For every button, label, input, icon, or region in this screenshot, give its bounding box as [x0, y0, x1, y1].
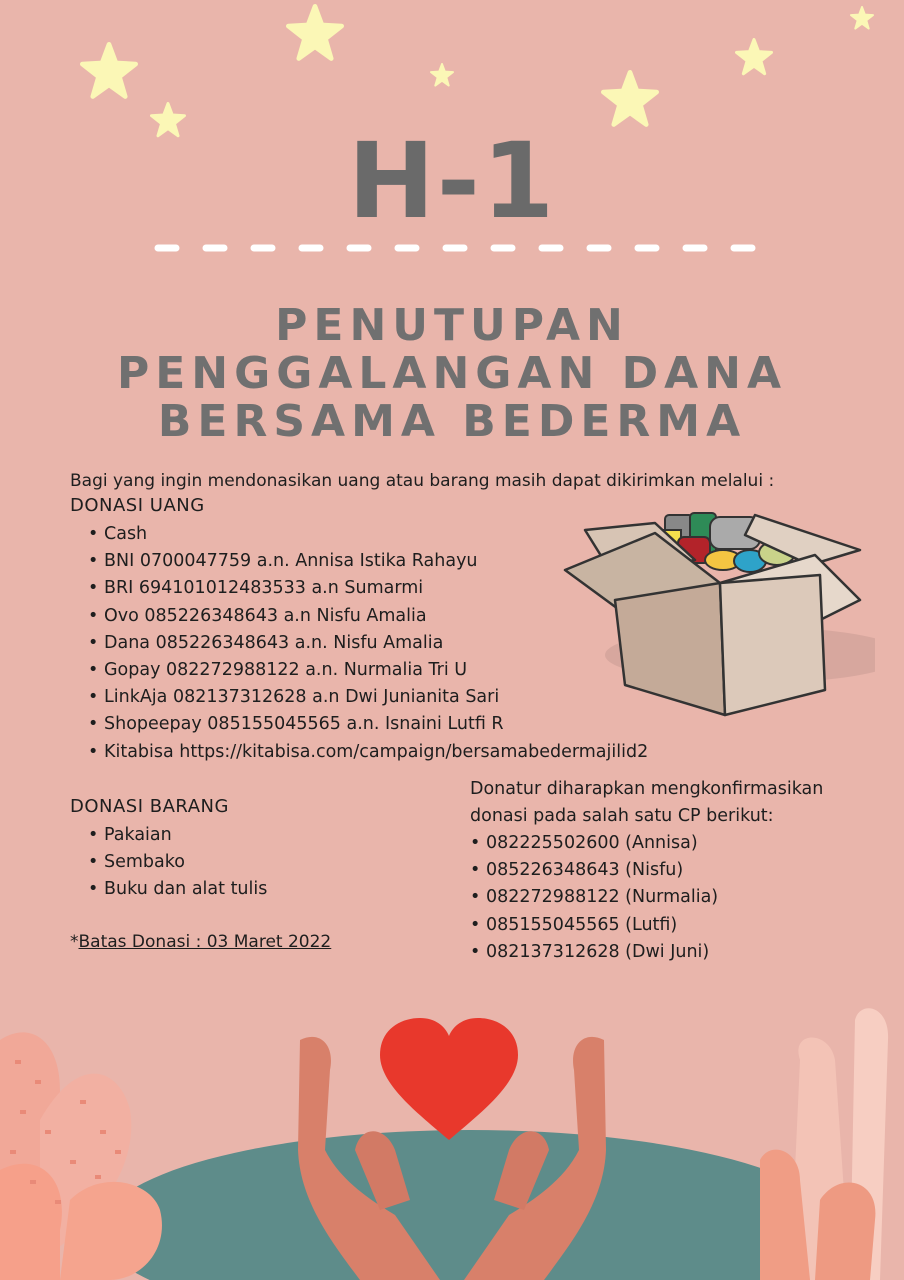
- list-item: • 085155045565 (Lutfi): [470, 914, 678, 935]
- list-item: • Kitabisa https://kitabisa.com/campaign/bersamabedermajilid2: [88, 741, 649, 762]
- donation-box-illustration: [545, 505, 875, 720]
- star-icon: [80, 42, 138, 100]
- list-item: • Gopay 082272988122 a.n. Nurmalia Tri U: [88, 660, 468, 681]
- list-item: • 082137312628 (Dwi Juni): [470, 941, 710, 962]
- star-icon: [286, 2, 344, 64]
- heart-icon: [380, 1018, 518, 1140]
- list-item: • Shopeepay 085155045565 a.n. Isnaini Lutfi R: [88, 714, 504, 735]
- list-item: • Cash: [88, 524, 148, 544]
- deadline-note: *Batas Donasi : 03 Maret 2022: [70, 932, 332, 952]
- intro-text: Bagi yang ingin mendonasikan uang atau barang masih dapat dikirimkan melalui :: [70, 471, 775, 491]
- star-icon: [735, 38, 773, 76]
- confirm-text-line-2: donasi pada salah satu CP berikut:: [470, 806, 774, 826]
- headline-line-1: PENUTUPAN: [275, 300, 629, 351]
- bottom-illustration: [0, 1000, 904, 1280]
- headline-line-3: BERSAMA BEDERMA: [157, 396, 747, 447]
- list-item: • Sembako: [88, 852, 185, 873]
- list-item: • LinkAja 082137312628 a.n Dwi Junianita Sari: [88, 687, 500, 708]
- list-item: • BNI 0700047759 a.n. Annisa Istika Rahayu: [88, 551, 478, 572]
- goods-donation-heading: DONASI BARANG: [70, 796, 229, 817]
- list-item: • Pakaian: [88, 825, 172, 845]
- list-item: • Dana 085226348643 a.n. Nisfu Amalia: [88, 632, 444, 653]
- dashed-divider: [150, 240, 770, 256]
- star-icon: [850, 6, 874, 30]
- confirm-text-line-1: Donatur diharapkan mengkonfirmasikan: [470, 779, 824, 799]
- plant-decoration: [760, 1008, 888, 1280]
- list-item: • 082225502600 (Annisa): [470, 833, 698, 853]
- headline-line-2: PENGGALANGAN DANA: [116, 348, 788, 399]
- list-item: • Buku dan alat tulis: [88, 879, 268, 900]
- list-item: • BRI 694101012483533 a.n Sumarmi: [88, 578, 424, 599]
- list-item: • 082272988122 (Nurmalia): [470, 887, 719, 908]
- star-icon: [430, 63, 454, 87]
- list-item: • Ovo 085226348643 a.n Nisfu Amalia: [88, 605, 427, 626]
- list-item: • 085226348643 (Nisfu): [470, 860, 684, 881]
- leaf-decoration: [0, 1032, 162, 1280]
- money-donation-heading: DONASI UANG: [70, 495, 205, 516]
- contact-list: [470, 830, 718, 966]
- ground-shape: [100, 1130, 840, 1280]
- countdown-title: H-1: [347, 120, 557, 242]
- goods-donation-list: [88, 822, 267, 904]
